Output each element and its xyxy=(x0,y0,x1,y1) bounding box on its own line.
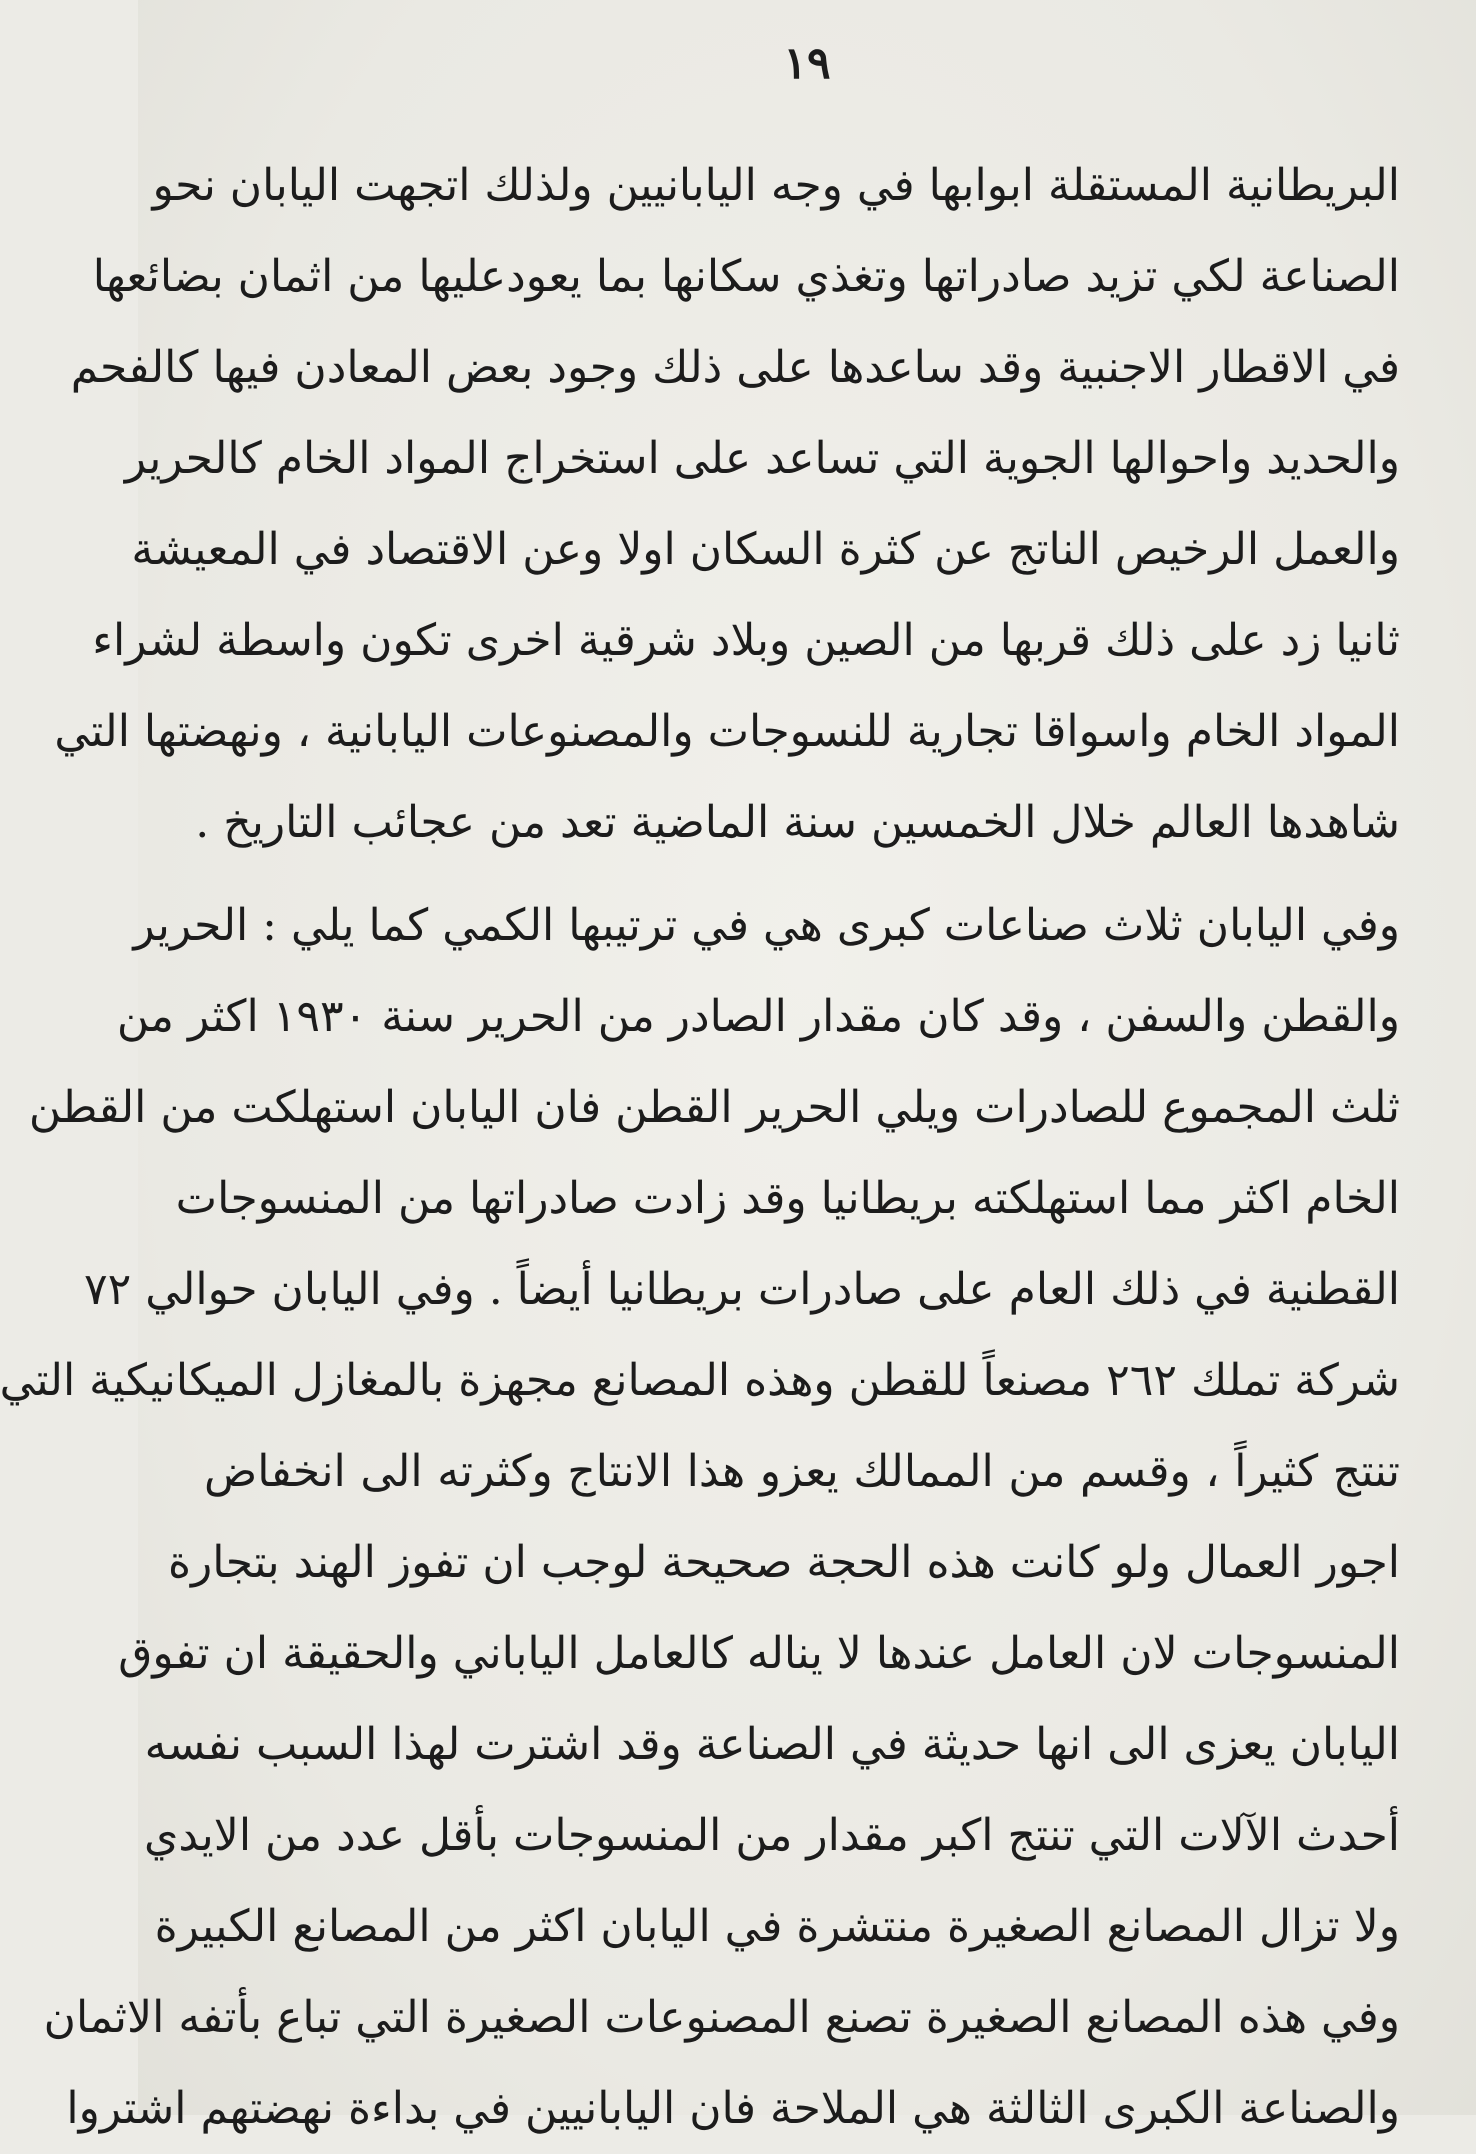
paragraph-line: والصناعة الكبرى الثالثة هي الملاحة فان اليابانيين في بداءة نهضتهم اشتروا xyxy=(66,2083,1400,2134)
paragraph-line: وفي اليابان ثلاث صناعات كبرى هي في ترتيبها الكمي كما يلي : الحرير xyxy=(133,900,1400,951)
paragraph-line: وفي هذه المصانع الصغيرة تصنع المصنوعات الصغيرة التي تباع بأتفه الاثمان xyxy=(43,1992,1400,2043)
paragraph-line: والعمل الرخيص الناتج عن كثرة السكان اولا وعن الاقتصاد في المعيشة xyxy=(131,524,1400,575)
paragraph-line: القطنية في ذلك العام على صادرات بريطانيا أيضاً . وفي اليابان حوالي ٧٢ xyxy=(84,1264,1400,1315)
paragraph-line: ولا تزال المصانع الصغيرة منتشرة في اليابان اكثر من المصانع الكبيرة xyxy=(154,1901,1400,1952)
paragraph-line: المنسوجات لان العامل عندها لا يناله كالعامل الياباني والحقيقة ان تفوق xyxy=(118,1628,1400,1679)
paragraph-line: شاهدها العالم خلال الخمسين سنة الماضية تعد من عجائب التاريخ . xyxy=(195,797,1400,848)
page-number: ١٩ xyxy=(783,38,831,89)
paragraph-line: البريطانية المستقلة ابوابها في وجه اليابانيين ولذلك اتجهت اليابان نحو xyxy=(152,160,1400,211)
paragraph-line: تنتج كثيراً ، وقسم من الممالك يعزو هذا الانتاج وكثرته الى انخفاض xyxy=(204,1446,1400,1497)
paragraph-line: شركة تملك ٢٦٢ مصنعاً للقطن وهذه المصانع مجهزة بالمغازل الميكانيكية التي xyxy=(0,1355,1400,1406)
paragraph-line: الخام اكثر مما استهلكته بريطانيا وقد زادت صادراتها من المنسوجات xyxy=(175,1173,1400,1224)
paragraph-line: في الاقطار الاجنبية وقد ساعدها على ذلك وجود بعض المعادن فيها كالفحم xyxy=(70,342,1400,393)
paragraph-line: ثلث المجموع للصادرات ويلي الحرير القطن فان اليابان استهلكت من القطن xyxy=(28,1082,1400,1133)
paragraph-line: أحدث الآلات التي تنتج اكبر مقدار من المنسوجات بأقل عدد من الايدي xyxy=(143,1810,1400,1861)
paragraph-line: والقطن والسفن ، وقد كان مقدار الصادر من الحرير سنة ١٩٣٠ اكثر من xyxy=(116,991,1400,1042)
paragraph-line: اليابان يعزى الى انها حديثة في الصناعة وقد اشترت لهذا السبب نفسه xyxy=(144,1719,1400,1770)
paragraph-line: المواد الخام واسواقا تجارية للنسوجات والمصنوعات اليابانية ، ونهضتها التي xyxy=(54,706,1400,757)
paragraph-line: اجور العمال ولو كانت هذه الحجة صحيحة لوجب ان تفوز الهند بتجارة xyxy=(168,1537,1400,1588)
paragraph-line: والحديد واحوالها الجوية التي تساعد على استخراج المواد الخام كالحرير xyxy=(124,433,1400,484)
paragraph-2 xyxy=(0,880,1400,2154)
paragraph-line: الصناعة لكي تزيد صادراتها وتغذي سكانها بما يعودعليها من اثمان بضائعها xyxy=(92,251,1400,302)
paragraph-line: ثانيا زد على ذلك قربها من الصين وبلاد شرقية اخرى تكون واسطة لشراء xyxy=(92,615,1400,666)
paragraph-1 xyxy=(54,140,1400,868)
